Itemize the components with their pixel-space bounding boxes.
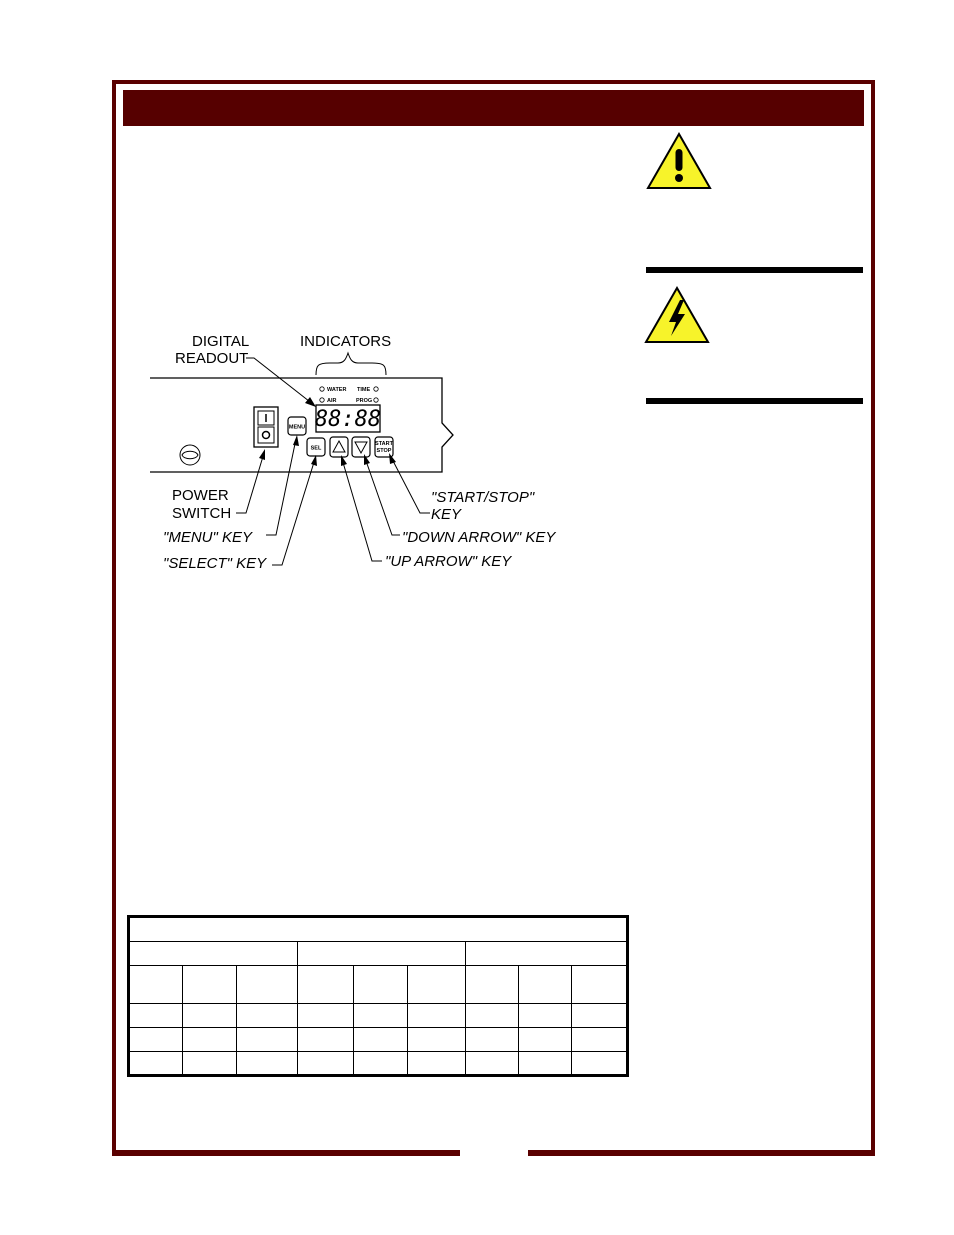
- prog-indicator-label: PROG: [356, 398, 373, 404]
- footer-rule-left: [112, 1150, 460, 1156]
- digital-readout-label: DIGITAL: [192, 333, 250, 350]
- indicators-brace: [316, 353, 386, 375]
- table-cell: [466, 942, 628, 966]
- footer-rule-right: [528, 1150, 875, 1156]
- start-key-label: START: [375, 441, 393, 447]
- table-cell: [572, 966, 628, 1004]
- table-cell: [183, 966, 237, 1004]
- table-cell: [298, 1052, 354, 1076]
- up-arrow-key[interactable]: [330, 437, 348, 457]
- table-cell: [466, 966, 519, 1004]
- table-row: [129, 1028, 628, 1052]
- prog-led-icon: [374, 398, 378, 402]
- table-cell: [519, 1004, 572, 1028]
- table-group-row: [129, 942, 628, 966]
- electrical-rule: [646, 398, 863, 404]
- select-key[interactable]: [307, 438, 325, 456]
- caution-rule: [646, 267, 863, 273]
- select-key-callout: "SELECT" KEY: [163, 555, 267, 572]
- table-row: [129, 1004, 628, 1028]
- table-cell: [408, 1052, 466, 1076]
- down-arrow-key-callout: "DOWN ARROW" KEY: [402, 529, 556, 546]
- table-cell: [298, 942, 466, 966]
- start-stop-key-callout: "START/STOP": [431, 489, 535, 506]
- indicators-label: INDICATORS: [300, 333, 392, 350]
- table-cell: [519, 966, 572, 1004]
- table-cell: [129, 966, 183, 1004]
- air-led-icon: [320, 398, 324, 402]
- table-row: [129, 1052, 628, 1076]
- table-cell: [237, 1004, 298, 1028]
- table-cell: [354, 1004, 408, 1028]
- select-key-label: SEL: [310, 445, 322, 452]
- specification-table: [127, 915, 629, 1077]
- table-cell: [298, 1028, 354, 1052]
- table-title-row: [129, 917, 628, 942]
- table-cell: [466, 1052, 519, 1076]
- table-cell: [237, 1028, 298, 1052]
- table-cell: [129, 917, 628, 942]
- table-cell: [408, 966, 466, 1004]
- table-cell: [183, 1052, 237, 1076]
- exclamation-triangle-icon: [646, 132, 712, 190]
- down-arrow-key[interactable]: [352, 437, 370, 457]
- table-cell: [129, 942, 298, 966]
- table-cell: [129, 1052, 183, 1076]
- menu-key-label: MENU: [288, 424, 306, 431]
- section-header-bar: [123, 90, 864, 126]
- air-indicator-label: AIR: [327, 398, 337, 404]
- table-cell: [129, 1004, 183, 1028]
- water-led-icon: [320, 387, 324, 391]
- time-led-icon: [374, 387, 378, 391]
- table-header-row: [129, 966, 628, 1004]
- table-cell: [572, 1004, 628, 1028]
- table-cell: [354, 1052, 408, 1076]
- table-cell: [129, 1028, 183, 1052]
- water-indicator-label: WATER: [327, 387, 347, 393]
- time-indicator-label: TIME: [357, 387, 371, 393]
- table-cell: [519, 1052, 572, 1076]
- table-cell: [183, 1028, 237, 1052]
- digital-readout-label-2: READOUT: [175, 350, 249, 367]
- start-stop-key[interactable]: [375, 437, 394, 457]
- table-cell: [237, 966, 298, 1004]
- table-cell: [354, 1028, 408, 1052]
- table-cell: [519, 1028, 572, 1052]
- menu-key[interactable]: [288, 417, 306, 435]
- table-cell: [298, 1004, 354, 1028]
- table-cell: [354, 966, 408, 1004]
- table-cell: [466, 1028, 519, 1052]
- table-cell: [237, 1052, 298, 1076]
- table-cell: [298, 966, 354, 1004]
- screw-icon: [180, 445, 200, 465]
- table-cell: [572, 1028, 628, 1052]
- control-panel-diagram: [150, 325, 570, 575]
- up-arrow-key-callout: "UP ARROW" KEY: [385, 553, 512, 570]
- digital-readout-value: 88:88: [314, 407, 382, 432]
- table-cell: [408, 1028, 466, 1052]
- power-switch[interactable]: [254, 407, 278, 447]
- table-cell: [408, 1004, 466, 1028]
- table-cell: [572, 1052, 628, 1076]
- power-switch-label: POWER: [172, 487, 229, 504]
- lightning-triangle-icon: [644, 286, 710, 344]
- stop-key-label: STOP: [376, 448, 392, 454]
- table-cell: [183, 1004, 237, 1028]
- power-switch-label-2: SWITCH: [172, 505, 232, 522]
- table-cell: [466, 1004, 519, 1028]
- menu-key-callout: "MENU" KEY: [163, 529, 252, 546]
- start-stop-key-callout-2: KEY: [431, 506, 462, 523]
